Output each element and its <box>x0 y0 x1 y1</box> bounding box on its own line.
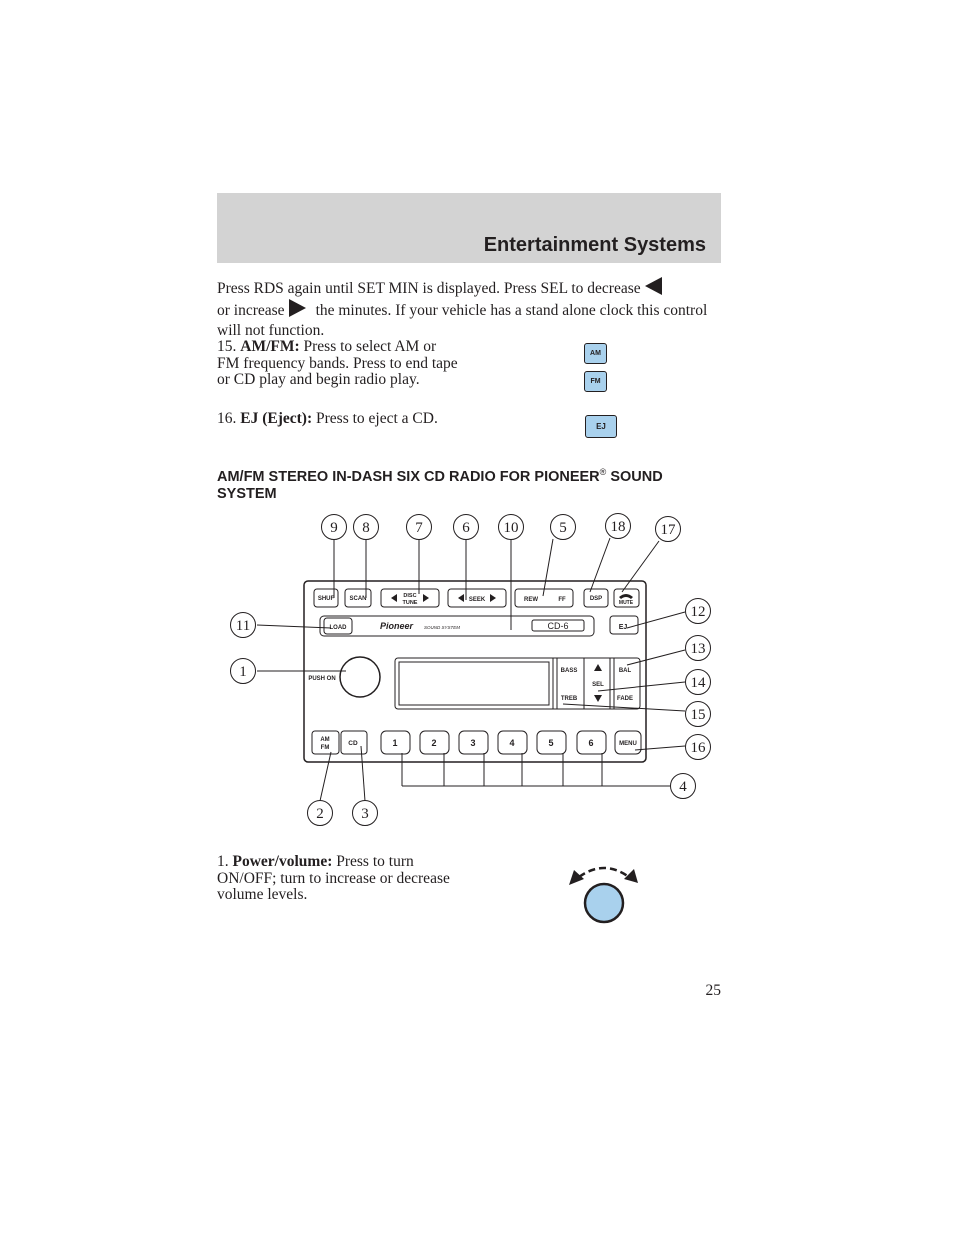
bal-label: BAL <box>618 668 632 674</box>
callout-2-label: 2 <box>316 806 324 822</box>
callout-18-label: 18 <box>610 519 626 535</box>
tune-label: TUNE <box>402 600 418 606</box>
preset-label-3: 3 <box>470 738 476 748</box>
callout-13-label: 13 <box>690 641 706 657</box>
callout-5-label: 5 <box>559 520 567 536</box>
push-on-label: PUSH ON <box>308 676 336 682</box>
heading-part-2: SOUND SYSTEM <box>217 468 663 502</box>
load-label: LOAD <box>329 625 347 631</box>
callout-10-label: 10 <box>503 520 519 536</box>
preset-label-1: 1 <box>392 738 398 748</box>
item-text: Press to turn ON/OFF; turn to increase or decrease volume levels. <box>217 853 450 903</box>
bass-label: BASS <box>560 668 578 674</box>
cd-radio-label: CD <box>348 740 358 747</box>
item-label: EJ (Eject): <box>240 410 313 427</box>
callout-8-label: 8 <box>362 520 370 536</box>
volume-knob-illustration <box>569 868 638 922</box>
am-radio-label: AM <box>320 737 330 743</box>
ej-button-label: EJ <box>596 422 606 431</box>
radio-faceplate <box>304 581 646 762</box>
item-number: 16. <box>217 410 237 427</box>
preset-label-6: 6 <box>588 738 594 748</box>
registered-mark: ® <box>599 467 607 477</box>
cd6-logo: CD-6 <box>547 621 569 631</box>
page-number: 25 <box>705 982 721 999</box>
pioneer-logo: Pioneer <box>380 621 414 631</box>
fm-radio-label: FM <box>320 745 330 751</box>
callout-4-label: 4 <box>679 779 687 795</box>
shuf-label: SHUF <box>317 596 335 602</box>
callout-6-label: 6 <box>462 520 470 536</box>
fm-button-label: FM <box>590 378 601 385</box>
dsp-label: DSP <box>589 596 603 602</box>
item-text: Press to eject a CD. <box>316 410 438 427</box>
mute-label: MUTE <box>618 600 634 606</box>
preset-label-2: 2 <box>431 738 437 748</box>
intro-text-1: Press RDS again until SET MIN is displayed. Press SEL to decrease <box>217 280 641 297</box>
fade-label: FADE <box>616 696 634 702</box>
callout-1-label: 1 <box>239 664 247 680</box>
heading-part-1: AM/FM STEREO IN-DASH SIX CD RADIO FOR PIONEER <box>217 468 600 485</box>
rotate-right-arrow-icon <box>624 869 638 883</box>
sel-label: SEL <box>592 682 604 688</box>
page-title: Entertainment Systems <box>483 234 706 256</box>
sound-system-text: SOUND SYSTEM <box>424 625 461 630</box>
phone-mute-icon <box>619 594 633 599</box>
callout-12-label: 12 <box>690 604 706 620</box>
ej-radio-label: EJ <box>618 624 628 631</box>
display-window <box>399 662 549 705</box>
item-number: 1. <box>217 853 229 870</box>
seek-right-arrow-icon <box>490 594 496 602</box>
scan-label: SCAN <box>349 596 367 602</box>
item-text: Press to select AM or FM frequency bands. Press to end tape or CD play and begin radio play. <box>217 338 458 388</box>
callout-14-label: 14 <box>690 675 706 691</box>
preset-label-5: 5 <box>548 738 554 748</box>
preset-label-4: 4 <box>509 738 515 748</box>
callout-15-label: 15 <box>690 707 706 723</box>
rotation-arc-icon <box>579 868 629 877</box>
callout-9-label: 9 <box>330 520 338 536</box>
callout-7-label: 7 <box>415 520 423 536</box>
am-button-label: AM <box>590 350 601 357</box>
callout-11-label: 11 <box>235 618 251 634</box>
callout-3-label: 3 <box>361 806 369 822</box>
menu-label: MENU <box>619 741 637 747</box>
sel-up-arrow-icon <box>594 664 602 671</box>
seek-label: SEEK <box>468 597 486 603</box>
treb-label: TREB <box>560 696 578 702</box>
seek-left-arrow-icon <box>458 594 464 602</box>
knob-icon <box>585 884 623 922</box>
tune-left-arrow-icon <box>391 594 397 602</box>
rotate-left-arrow-icon <box>569 870 584 885</box>
item-label: Power/volume: <box>232 853 333 870</box>
tune-right-arrow-icon <box>423 594 429 602</box>
volume-knob <box>340 657 380 697</box>
rew-label: REW <box>524 597 538 603</box>
callout-17-label: 17 <box>660 522 676 538</box>
callout-16-label: 16 <box>690 740 706 756</box>
item-power-volume <box>217 854 452 904</box>
disc-label: DISC <box>403 593 417 599</box>
intro-text-3: the minutes. If your vehicle has a stand alone clock this control will not function. <box>217 302 708 339</box>
ff-label: FF <box>558 597 566 603</box>
sel-down-arrow-icon <box>594 695 602 702</box>
item-number: 15. <box>217 338 237 355</box>
intro-text-2: or increase <box>217 302 285 319</box>
item-label: AM/FM: <box>240 338 300 355</box>
